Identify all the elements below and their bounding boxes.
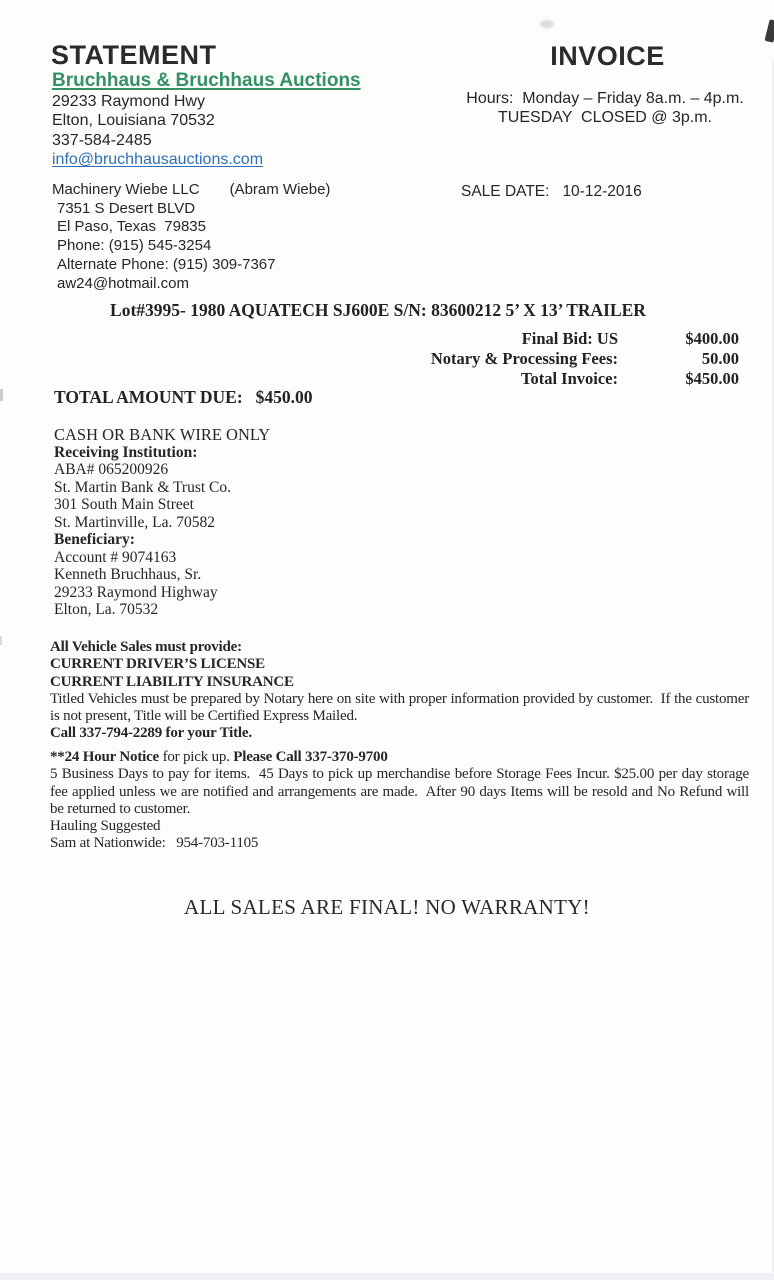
receiving-institution-label: Receiving Institution:	[54, 443, 198, 461]
statement-title: STATEMENT	[51, 40, 217, 70]
seller-address-line2: Elton, Louisiana 70532	[52, 112, 215, 130]
sale-date-label: SALE DATE:	[461, 183, 550, 200]
bank-address-line1: 301 South Main Street	[54, 496, 194, 513]
totals-label: Final Bid: US	[521, 329, 618, 348]
seller-name-link: Bruchhaus & Bruchhaus Auctions	[52, 70, 361, 91]
lot-title: Lot#3995- 1980 AQUATECH SJ600E S/N: 83600212 5’ X 13’ TRAILER	[110, 300, 646, 320]
totals-row-final-bid	[0, 329, 739, 349]
buyer-email: aw24@hotmail.com	[57, 274, 189, 292]
seller-address-block	[52, 92, 263, 170]
bank-name: St. Martin Bank & Trust Co.	[54, 478, 231, 496]
beneficiary-address-line2: Elton, La. 70532	[54, 601, 159, 618]
buyer-contact: (Abram Wiebe)	[229, 181, 331, 198]
title-notary-note: Titled Vehicles must be prepared by Notary here on site with proper information provided by customer. If the customer is not present, Title will be Certified Express Mailed.	[50, 690, 753, 725]
hauling-suggested: Hauling Suggested	[50, 818, 161, 835]
pickup-notice-line	[50, 749, 749, 766]
totals-row-fees	[0, 349, 739, 369]
invoice-title: INVOICE	[550, 41, 665, 71]
scan-edge-mark	[764, 19, 774, 43]
vehicle-requirements-heading: All Vehicle Sales must provide:	[50, 639, 242, 655]
totals-amount: 50.00	[701, 349, 739, 368]
bank-address-line2: St. Martinville, La. 70582	[54, 513, 216, 531]
buyer-address-line1: 7351 S Desert BLVD	[57, 199, 196, 217]
totals-row-total-invoice	[0, 369, 739, 389]
business-hours	[445, 90, 765, 127]
sale-date-value: 10-12-2016	[562, 183, 642, 200]
notice-phone: Please Call 337-370-9700	[233, 749, 388, 765]
scan-edge-dash	[0, 389, 3, 401]
beneficiary-address-line1: 29233 Raymond Highway	[54, 583, 218, 601]
beneficiary-name: Kenneth Bruchhaus, Sr.	[54, 566, 202, 583]
account-number: Account # 9074163	[54, 548, 177, 566]
payment-method: CASH OR BANK WIRE ONLY	[54, 425, 271, 444]
scan-bottom-edge	[0, 1273, 774, 1280]
buyer-address-line2: El Paso, Texas 79835	[57, 218, 206, 236]
vehicle-sale-requirements	[50, 639, 753, 743]
buyer-alt-phone: Alternate Phone: (915) 309-7367	[57, 255, 276, 273]
hours-line2: TUESDAY CLOSED @ 3p.m.	[498, 108, 712, 126]
total-amount-due	[54, 387, 313, 408]
totals-amount: $400.00	[685, 329, 739, 348]
beneficiary-label: Beneficiary:	[54, 531, 135, 548]
hours-line1: Hours: Monday – Friday 8a.m. – 4p.m.	[466, 90, 744, 107]
sale-date	[461, 183, 642, 201]
totals-label: Notary & Processing Fees:	[430, 349, 618, 368]
scan-edge-dash	[0, 636, 2, 645]
title-call-line: Call 337-794-2289 for your Title.	[50, 725, 252, 742]
notice-24hr: **24 Hour Notice	[50, 749, 160, 765]
seller-email-link: info@bruchhausauctions.com	[52, 151, 264, 169]
totals-table	[0, 329, 739, 389]
seller-phone: 337-584-2485	[52, 131, 152, 149]
buyer-phone: Phone: (915) 545-3254	[57, 237, 212, 255]
seller-address-line1: 29233 Raymond Hwy	[52, 93, 205, 110]
pickup-terms: 5 Business Days to pay for items. 45 Days to pick up merchandise before Storage Fees Incur. $25.00 per day storage fee applied unless we are notified and arrangements are made. After 90 days Items will be resold and No Refund will be returned to customer.	[50, 766, 753, 817]
requirement-drivers-license: CURRENT DRIVER’S LICENSE	[50, 656, 265, 673]
buyer-name: Machinery Wiebe LLC	[52, 181, 200, 198]
hauler-contact: Sam at Nationwide: 954-703-1105	[50, 835, 259, 852]
requirement-liability-insurance: CURRENT LIABILITY INSURANCE	[50, 673, 294, 690]
buyer-name-line	[52, 181, 330, 200]
total-due-label: TOTAL AMOUNT DUE:	[54, 387, 243, 407]
scan-smudge-artifact	[540, 20, 554, 28]
all-sales-final-notice: ALL SALES ARE FINAL! NO WARRANTY!	[184, 895, 590, 919]
buyer-info-block	[52, 181, 330, 293]
pickup-notice	[50, 749, 753, 853]
payment-instructions	[54, 426, 270, 619]
aba-number: ABA# 065200926	[54, 461, 169, 478]
totals-label: Total Invoice:	[520, 369, 618, 388]
totals-amount: $450.00	[685, 369, 739, 388]
total-due-value: $450.00	[255, 387, 313, 407]
notice-regular-text: for pick up.	[159, 749, 234, 765]
